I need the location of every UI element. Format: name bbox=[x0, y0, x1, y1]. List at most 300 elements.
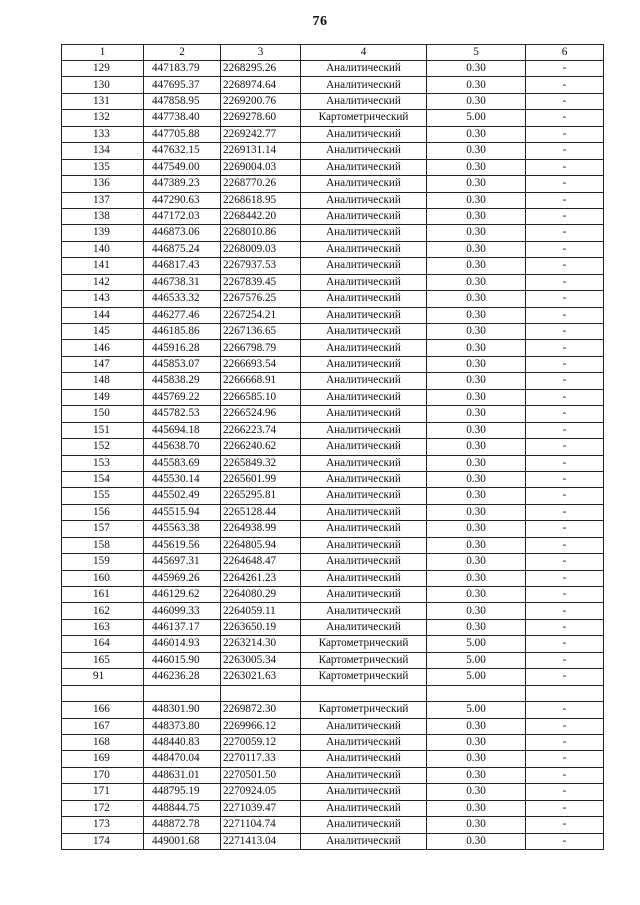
table-row bbox=[62, 406, 604, 422]
cell-method: Аналитический bbox=[301, 93, 427, 109]
cell-point-number: 164 bbox=[62, 636, 144, 652]
cell-note: - bbox=[526, 537, 604, 553]
table-row bbox=[62, 767, 604, 783]
cell-note: - bbox=[526, 93, 604, 109]
cell-x-coordinate: 445769.22 bbox=[144, 389, 221, 405]
cell-y-coordinate: 2264805.94 bbox=[221, 537, 301, 553]
cell-note: - bbox=[526, 636, 604, 652]
table-row bbox=[62, 570, 604, 586]
cell-note: - bbox=[526, 619, 604, 635]
cell-x-coordinate: 446873.06 bbox=[144, 225, 221, 241]
cell-x-coordinate: 448373.80 bbox=[144, 718, 221, 734]
table-row bbox=[62, 455, 604, 471]
cell-method: Аналитический bbox=[301, 751, 427, 767]
cell-note: - bbox=[526, 61, 604, 77]
cell-accuracy: 0.30 bbox=[427, 767, 526, 783]
cell-method: Аналитический bbox=[301, 471, 427, 487]
cell-note: - bbox=[526, 126, 604, 142]
table-row bbox=[62, 340, 604, 356]
cell-point-number: 163 bbox=[62, 619, 144, 635]
cell-x-coordinate: 446817.43 bbox=[144, 258, 221, 274]
cell-x-coordinate: 445916.28 bbox=[144, 340, 221, 356]
cell-x-coordinate: 445502.49 bbox=[144, 488, 221, 504]
cell-accuracy: 0.30 bbox=[427, 751, 526, 767]
cell-note: - bbox=[526, 110, 604, 126]
cell-method: Аналитический bbox=[301, 455, 427, 471]
cell-accuracy: 0.30 bbox=[427, 389, 526, 405]
cell-method: Аналитический bbox=[301, 192, 427, 208]
cell-method: Аналитический bbox=[301, 208, 427, 224]
cell-x-coordinate: 447632.15 bbox=[144, 143, 221, 159]
table-row bbox=[62, 587, 604, 603]
cell-x-coordinate: 446875.24 bbox=[144, 241, 221, 257]
cell-x-coordinate: 445697.31 bbox=[144, 554, 221, 570]
cell-x-coordinate: 445583.69 bbox=[144, 455, 221, 471]
cell-x-coordinate: 446099.33 bbox=[144, 603, 221, 619]
table-row bbox=[62, 734, 604, 750]
cell-point-number: 135 bbox=[62, 159, 144, 175]
cell-x-coordinate: 445638.70 bbox=[144, 439, 221, 455]
cell-point-number: 172 bbox=[62, 800, 144, 816]
cell-accuracy: 0.30 bbox=[427, 291, 526, 307]
column-header-method: 4 bbox=[301, 45, 427, 61]
cell-y-coordinate: 2266585.10 bbox=[221, 389, 301, 405]
cell-point-number: 160 bbox=[62, 570, 144, 586]
cell-y-coordinate: 2268009.03 bbox=[221, 241, 301, 257]
cell-method: Картометрический bbox=[301, 669, 427, 685]
cell-point-number: 171 bbox=[62, 784, 144, 800]
cell-y-coordinate: 2269966.12 bbox=[221, 718, 301, 734]
cell-accuracy: 5.00 bbox=[427, 669, 526, 685]
cell-note: - bbox=[526, 751, 604, 767]
cell-accuracy: 0.30 bbox=[427, 455, 526, 471]
cell-y-coordinate: 2265601.99 bbox=[221, 471, 301, 487]
table-header-row bbox=[62, 45, 604, 61]
cell-note: - bbox=[526, 521, 604, 537]
cell-y-coordinate: 2268770.26 bbox=[221, 176, 301, 192]
cell-method: Картометрический bbox=[301, 110, 427, 126]
cell-method: Картометрический bbox=[301, 652, 427, 668]
cell-method: Аналитический bbox=[301, 488, 427, 504]
cell-method: Аналитический bbox=[301, 570, 427, 586]
cell-point-number: 154 bbox=[62, 471, 144, 487]
cell-x-coordinate: 446533.32 bbox=[144, 291, 221, 307]
column-header-y-coordinate: 3 bbox=[221, 45, 301, 61]
column-header-x-coordinate: 2 bbox=[144, 45, 221, 61]
cell-x-coordinate: 447172.03 bbox=[144, 208, 221, 224]
cell-method: Аналитический bbox=[301, 833, 427, 849]
cell-x-coordinate: 445563.38 bbox=[144, 521, 221, 537]
cell-y-coordinate: 2270059.12 bbox=[221, 734, 301, 750]
cell-x-coordinate: 445853.07 bbox=[144, 356, 221, 372]
cell-y-coordinate: 2263021.63 bbox=[221, 669, 301, 685]
cell-note: - bbox=[526, 817, 604, 833]
cell-y-coordinate: 2266223.74 bbox=[221, 422, 301, 438]
cell-note: - bbox=[526, 406, 604, 422]
cell-note: - bbox=[526, 570, 604, 586]
cell-point-number: 131 bbox=[62, 93, 144, 109]
cell-note: - bbox=[526, 274, 604, 290]
cell-x-coordinate: 446738.31 bbox=[144, 274, 221, 290]
cell-x-coordinate: 448872.78 bbox=[144, 817, 221, 833]
cell-note: - bbox=[526, 833, 604, 849]
cell-accuracy: 0.30 bbox=[427, 340, 526, 356]
table-row bbox=[62, 77, 604, 93]
table-row bbox=[62, 800, 604, 816]
cell-note: - bbox=[526, 389, 604, 405]
table-row bbox=[62, 817, 604, 833]
cell-accuracy: 0.30 bbox=[427, 126, 526, 142]
cell-y-coordinate: 2265849.32 bbox=[221, 455, 301, 471]
cell-point-number: 173 bbox=[62, 817, 144, 833]
cell-x-coordinate: 447705.88 bbox=[144, 126, 221, 142]
cell-accuracy: 0.30 bbox=[427, 324, 526, 340]
cell-x-coordinate: 447695.37 bbox=[144, 77, 221, 93]
table-row bbox=[62, 669, 604, 685]
cell-accuracy: 5.00 bbox=[427, 110, 526, 126]
table-row bbox=[62, 110, 604, 126]
table-row bbox=[62, 258, 604, 274]
table-row bbox=[62, 143, 604, 159]
cell-method: Аналитический bbox=[301, 324, 427, 340]
cell-note: - bbox=[526, 258, 604, 274]
cell-method: Аналитический bbox=[301, 817, 427, 833]
cell-note: - bbox=[526, 422, 604, 438]
cell-accuracy: 0.30 bbox=[427, 422, 526, 438]
cell-y-coordinate: 2269131.14 bbox=[221, 143, 301, 159]
cell-x-coordinate: 447290.63 bbox=[144, 192, 221, 208]
cell-y-coordinate: 2268974.64 bbox=[221, 77, 301, 93]
cell-method: Аналитический bbox=[301, 587, 427, 603]
cell-point-number: 91 bbox=[62, 669, 144, 685]
cell-x-coordinate: 445515.94 bbox=[144, 504, 221, 520]
cell-note: - bbox=[526, 324, 604, 340]
cell-method: Аналитический bbox=[301, 800, 427, 816]
cell-point-number: 145 bbox=[62, 324, 144, 340]
cell-x-coordinate: 448631.01 bbox=[144, 767, 221, 783]
table-row bbox=[62, 176, 604, 192]
table-row bbox=[62, 636, 604, 652]
table-row bbox=[62, 389, 604, 405]
table-row bbox=[62, 241, 604, 257]
cell-note: - bbox=[526, 488, 604, 504]
cell-x-coordinate: 446137.17 bbox=[144, 619, 221, 635]
cell-method: Аналитический bbox=[301, 603, 427, 619]
column-header-point-number: 1 bbox=[62, 45, 144, 61]
cell-method: Аналитический bbox=[301, 291, 427, 307]
cell-note: - bbox=[526, 159, 604, 175]
cell-y-coordinate: 2266668.91 bbox=[221, 373, 301, 389]
cell-accuracy: 0.30 bbox=[427, 587, 526, 603]
cell-accuracy: 0.30 bbox=[427, 258, 526, 274]
cell-point-number: 140 bbox=[62, 241, 144, 257]
cell-accuracy: 0.30 bbox=[427, 603, 526, 619]
cell-method: Аналитический bbox=[301, 356, 427, 372]
cell-point-number: 141 bbox=[62, 258, 144, 274]
cell-method: Аналитический bbox=[301, 258, 427, 274]
table-row bbox=[62, 159, 604, 175]
cell-accuracy: 0.30 bbox=[427, 77, 526, 93]
cell-point-number: 153 bbox=[62, 455, 144, 471]
cell-point-number: 146 bbox=[62, 340, 144, 356]
page-number: 76 bbox=[312, 14, 328, 29]
cell-note: - bbox=[526, 208, 604, 224]
cell-point-number: 174 bbox=[62, 833, 144, 849]
cell-method: Аналитический bbox=[301, 718, 427, 734]
cell-method: Аналитический bbox=[301, 126, 427, 142]
cell-point-number bbox=[62, 685, 144, 701]
cell-point-number: 158 bbox=[62, 537, 144, 553]
cell-y-coordinate: 2265128.44 bbox=[221, 504, 301, 520]
cell-note: - bbox=[526, 718, 604, 734]
table-row bbox=[62, 504, 604, 520]
table-row bbox=[62, 471, 604, 487]
table-row bbox=[62, 61, 604, 77]
cell-note: - bbox=[526, 241, 604, 257]
cell-note: - bbox=[526, 554, 604, 570]
cell-y-coordinate: 2265295.81 bbox=[221, 488, 301, 504]
cell-accuracy: 0.30 bbox=[427, 159, 526, 175]
cell-method: Аналитический bbox=[301, 406, 427, 422]
cell-x-coordinate: 448795.19 bbox=[144, 784, 221, 800]
cell-x-coordinate: 448844.75 bbox=[144, 800, 221, 816]
cell-accuracy: 0.30 bbox=[427, 521, 526, 537]
cell-y-coordinate: 2269004.03 bbox=[221, 159, 301, 175]
cell-point-number: 155 bbox=[62, 488, 144, 504]
cell-y-coordinate: 2269242.77 bbox=[221, 126, 301, 142]
cell-note: - bbox=[526, 340, 604, 356]
table-row bbox=[62, 784, 604, 800]
table-row bbox=[62, 488, 604, 504]
cell-accuracy: 0.30 bbox=[427, 619, 526, 635]
cell-accuracy: 0.30 bbox=[427, 356, 526, 372]
cell-accuracy: 0.30 bbox=[427, 800, 526, 816]
cell-x-coordinate: 448470.04 bbox=[144, 751, 221, 767]
table-row bbox=[62, 356, 604, 372]
table-row bbox=[62, 833, 604, 849]
cell-point-number: 165 bbox=[62, 652, 144, 668]
table-row bbox=[62, 208, 604, 224]
cell-note: - bbox=[526, 800, 604, 816]
cell-y-coordinate: 2270924.05 bbox=[221, 784, 301, 800]
cell-y-coordinate: 2263214.30 bbox=[221, 636, 301, 652]
cell-method: Аналитический bbox=[301, 734, 427, 750]
cell-note: - bbox=[526, 373, 604, 389]
cell-accuracy: 0.30 bbox=[427, 471, 526, 487]
cell-accuracy: 0.30 bbox=[427, 208, 526, 224]
cell-accuracy: 0.30 bbox=[427, 554, 526, 570]
table-row bbox=[62, 702, 604, 718]
cell-note: - bbox=[526, 291, 604, 307]
cell-x-coordinate: 446015.90 bbox=[144, 652, 221, 668]
cell-note: - bbox=[526, 784, 604, 800]
cell-accuracy: 0.30 bbox=[427, 833, 526, 849]
cell-accuracy: 0.30 bbox=[427, 143, 526, 159]
cell-accuracy: 0.30 bbox=[427, 488, 526, 504]
cell-y-coordinate: 2268442.20 bbox=[221, 208, 301, 224]
cell-note: - bbox=[526, 587, 604, 603]
cell-accuracy: 0.30 bbox=[427, 241, 526, 257]
cell-x-coordinate: 447549.00 bbox=[144, 159, 221, 175]
cell-y-coordinate: 2270117.33 bbox=[221, 751, 301, 767]
cell-accuracy: 5.00 bbox=[427, 702, 526, 718]
cell-accuracy: 0.30 bbox=[427, 274, 526, 290]
cell-note: - bbox=[526, 143, 604, 159]
cell-y-coordinate: 2266693.54 bbox=[221, 356, 301, 372]
cell-y-coordinate: 2271039.47 bbox=[221, 800, 301, 816]
cell-method: Аналитический bbox=[301, 77, 427, 93]
cell-method: Аналитический bbox=[301, 767, 427, 783]
cell-point-number: 133 bbox=[62, 126, 144, 142]
cell-accuracy: 0.30 bbox=[427, 61, 526, 77]
cell-y-coordinate: 2263650.19 bbox=[221, 619, 301, 635]
cell-note: - bbox=[526, 176, 604, 192]
cell-x-coordinate: 445619.56 bbox=[144, 537, 221, 553]
cell-method: Аналитический bbox=[301, 784, 427, 800]
cell-point-number: 166 bbox=[62, 702, 144, 718]
cell-accuracy: 0.30 bbox=[427, 537, 526, 553]
cell-note: - bbox=[526, 652, 604, 668]
cell-accuracy: 0.30 bbox=[427, 718, 526, 734]
cell-y-coordinate: 2264261.23 bbox=[221, 570, 301, 586]
cell-point-number: 142 bbox=[62, 274, 144, 290]
cell-accuracy: 0.30 bbox=[427, 373, 526, 389]
cell-accuracy: 0.30 bbox=[427, 406, 526, 422]
cell-point-number: 169 bbox=[62, 751, 144, 767]
cell-point-number: 136 bbox=[62, 176, 144, 192]
table-row bbox=[62, 93, 604, 109]
cell-x-coordinate: 445694.18 bbox=[144, 422, 221, 438]
cell-note: - bbox=[526, 603, 604, 619]
table-row bbox=[62, 685, 604, 701]
cell-point-number: 157 bbox=[62, 521, 144, 537]
table-row bbox=[62, 324, 604, 340]
cell-x-coordinate: 445838.29 bbox=[144, 373, 221, 389]
cell-x-coordinate: 448440.83 bbox=[144, 734, 221, 750]
cell-method: Аналитический bbox=[301, 143, 427, 159]
cell-note: - bbox=[526, 77, 604, 93]
cell-note: - bbox=[526, 439, 604, 455]
cell-y-coordinate: 2266240.62 bbox=[221, 439, 301, 455]
cell-accuracy: 0.30 bbox=[427, 734, 526, 750]
cell-y-coordinate: 2267839.45 bbox=[221, 274, 301, 290]
cell-y-coordinate: 2266798.79 bbox=[221, 340, 301, 356]
cell-y-coordinate: 2269278.60 bbox=[221, 110, 301, 126]
cell-x-coordinate: 446129.62 bbox=[144, 587, 221, 603]
cell-note: - bbox=[526, 455, 604, 471]
cell-y-coordinate: 2269872.30 bbox=[221, 702, 301, 718]
cell-method: Аналитический bbox=[301, 176, 427, 192]
cell-y-coordinate: 2271413.04 bbox=[221, 833, 301, 849]
cell-y-coordinate: 2269200.76 bbox=[221, 93, 301, 109]
cell-point-number: 152 bbox=[62, 439, 144, 455]
cell-method: Аналитический bbox=[301, 340, 427, 356]
cell-y-coordinate: 2266524.96 bbox=[221, 406, 301, 422]
cell-note: - bbox=[526, 669, 604, 685]
cell-accuracy: 0.30 bbox=[427, 570, 526, 586]
cell-note: - bbox=[526, 225, 604, 241]
cell-y-coordinate: 2264059.11 bbox=[221, 603, 301, 619]
cell-accuracy: 5.00 bbox=[427, 652, 526, 668]
cell-point-number: 148 bbox=[62, 373, 144, 389]
table-row bbox=[62, 554, 604, 570]
cell-x-coordinate: 446236.28 bbox=[144, 669, 221, 685]
table-row bbox=[62, 422, 604, 438]
cell-method: Аналитический bbox=[301, 307, 427, 323]
cell-y-coordinate: 2271104.74 bbox=[221, 817, 301, 833]
table-row bbox=[62, 307, 604, 323]
cell-note: - bbox=[526, 767, 604, 783]
cell-point-number: 150 bbox=[62, 406, 144, 422]
cell-accuracy: 0.30 bbox=[427, 225, 526, 241]
cell-method: Аналитический bbox=[301, 554, 427, 570]
cell-y-coordinate: 2263005.34 bbox=[221, 652, 301, 668]
cell-method: Аналитический bbox=[301, 439, 427, 455]
cell-method: Аналитический bbox=[301, 225, 427, 241]
cell-x-coordinate: 445782.53 bbox=[144, 406, 221, 422]
table-row bbox=[62, 291, 604, 307]
table-row bbox=[62, 274, 604, 290]
cell-x-coordinate: 447738.40 bbox=[144, 110, 221, 126]
cell-point-number: 168 bbox=[62, 734, 144, 750]
cell-accuracy: 0.30 bbox=[427, 307, 526, 323]
cell-x-coordinate: 446014.93 bbox=[144, 636, 221, 652]
cell-y-coordinate: 2264648.47 bbox=[221, 554, 301, 570]
cell-note: - bbox=[526, 702, 604, 718]
table-row bbox=[62, 521, 604, 537]
cell-point-number: 139 bbox=[62, 225, 144, 241]
cell-y-coordinate bbox=[221, 685, 301, 701]
cell-x-coordinate: 447389.23 bbox=[144, 176, 221, 192]
cell-point-number: 149 bbox=[62, 389, 144, 405]
cell-point-number: 144 bbox=[62, 307, 144, 323]
cell-method: Аналитический bbox=[301, 241, 427, 257]
cell-accuracy: 0.30 bbox=[427, 176, 526, 192]
cell-y-coordinate: 2267136.65 bbox=[221, 324, 301, 340]
table-row bbox=[62, 439, 604, 455]
column-header-note: 6 bbox=[526, 45, 604, 61]
table-row bbox=[62, 619, 604, 635]
cell-note: - bbox=[526, 504, 604, 520]
cell-point-number: 151 bbox=[62, 422, 144, 438]
coordinates-table bbox=[61, 44, 604, 850]
cell-point-number: 134 bbox=[62, 143, 144, 159]
cell-accuracy: 5.00 bbox=[427, 636, 526, 652]
cell-accuracy: 0.30 bbox=[427, 817, 526, 833]
cell-method: Аналитический bbox=[301, 504, 427, 520]
table-row bbox=[62, 718, 604, 734]
cell-x-coordinate: 449001.68 bbox=[144, 833, 221, 849]
cell-point-number: 137 bbox=[62, 192, 144, 208]
cell-note: - bbox=[526, 307, 604, 323]
cell-point-number: 159 bbox=[62, 554, 144, 570]
cell-point-number: 147 bbox=[62, 356, 144, 372]
cell-point-number: 143 bbox=[62, 291, 144, 307]
cell-note: - bbox=[526, 356, 604, 372]
table-row bbox=[62, 652, 604, 668]
cell-point-number: 130 bbox=[62, 77, 144, 93]
cell-point-number: 162 bbox=[62, 603, 144, 619]
cell-y-coordinate: 2267254.21 bbox=[221, 307, 301, 323]
cell-x-coordinate: 447183.79 bbox=[144, 61, 221, 77]
cell-accuracy: 0.30 bbox=[427, 93, 526, 109]
cell-note: - bbox=[526, 192, 604, 208]
cell-method: Аналитический bbox=[301, 159, 427, 175]
cell-note bbox=[526, 685, 604, 701]
cell-point-number: 170 bbox=[62, 767, 144, 783]
table-row bbox=[62, 192, 604, 208]
column-header-accuracy: 5 bbox=[427, 45, 526, 61]
